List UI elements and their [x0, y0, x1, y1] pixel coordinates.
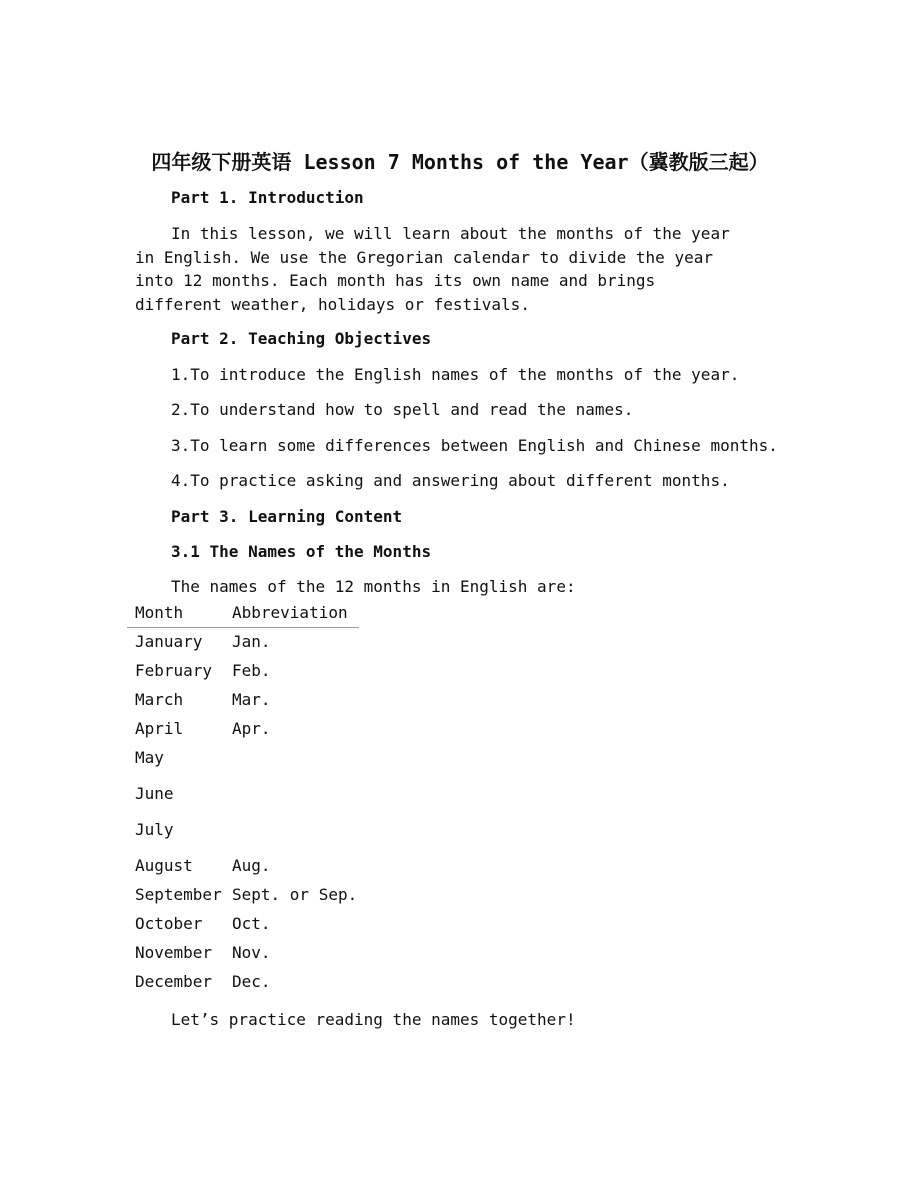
table-row [127, 972, 359, 996]
closing-line: Let’s practice reading the names together! [171, 1010, 576, 1029]
month-cell: July [135, 820, 174, 839]
part3-heading: Part 3. Learning Content [171, 507, 403, 526]
objective-item: 4.To practice asking and answering about different months. [171, 471, 730, 490]
header-abbreviation: Abbreviation [232, 603, 348, 622]
abbr-cell: Mar. [232, 690, 271, 709]
month-cell: November [135, 943, 213, 962]
table-row [127, 856, 359, 880]
table-header-row [127, 603, 359, 628]
abbr-cell: Sept. or Sep. [232, 885, 358, 904]
abbr-cell: Nov. [232, 943, 271, 962]
part2-heading: Part 2. Teaching Objectives [171, 329, 432, 348]
table-row [127, 719, 359, 743]
month-cell: February [135, 661, 213, 680]
objective-item: 1.To introduce the English names of the months of the year. [171, 365, 740, 384]
page-title: 四年级下册英语 Lesson 7 Months of the Year（冀教版三起） [151, 150, 769, 174]
months-intro: The names of the 12 months in English are: [171, 577, 576, 596]
month-cell: January [135, 632, 203, 651]
objective-item: 2.To understand how to spell and read the names. [171, 400, 634, 419]
table-row [127, 943, 359, 967]
month-cell: April [135, 719, 184, 738]
part1-heading: Part 1. Introduction [171, 188, 364, 207]
header-month: Month [135, 603, 184, 622]
month-cell: August [135, 856, 193, 875]
part1-paragraph: In this lesson, we will learn about the months of the year in English. We use the Gregorian calendar to divide the year into 12 months. Each month has its own name and brings different weather, holidays or festivals. [135, 224, 730, 314]
objective-item: 3.To learn some differences between English and Chinese months. [171, 436, 778, 455]
table-row [127, 784, 359, 808]
abbr-cell: Jan. [232, 632, 271, 651]
table-row [127, 914, 359, 938]
table-row [127, 661, 359, 685]
table-row [127, 820, 359, 844]
table-row [127, 748, 359, 772]
table-row [127, 885, 359, 909]
month-cell: March [135, 690, 184, 709]
month-cell: December [135, 972, 213, 991]
table-row [127, 632, 359, 656]
abbr-cell: Apr. [232, 719, 271, 738]
month-cell: October [135, 914, 203, 933]
abbr-cell: Dec. [232, 972, 271, 991]
abbr-cell: Oct. [232, 914, 271, 933]
month-cell: June [135, 784, 174, 803]
months-table [127, 603, 359, 628]
abbr-cell: Feb. [232, 661, 271, 680]
month-cell: September [135, 885, 222, 904]
month-cell: May [135, 748, 164, 767]
section-3-1-heading: 3.1 The Names of the Months [171, 542, 432, 561]
table-row [127, 690, 359, 714]
abbr-cell: Aug. [232, 856, 271, 875]
